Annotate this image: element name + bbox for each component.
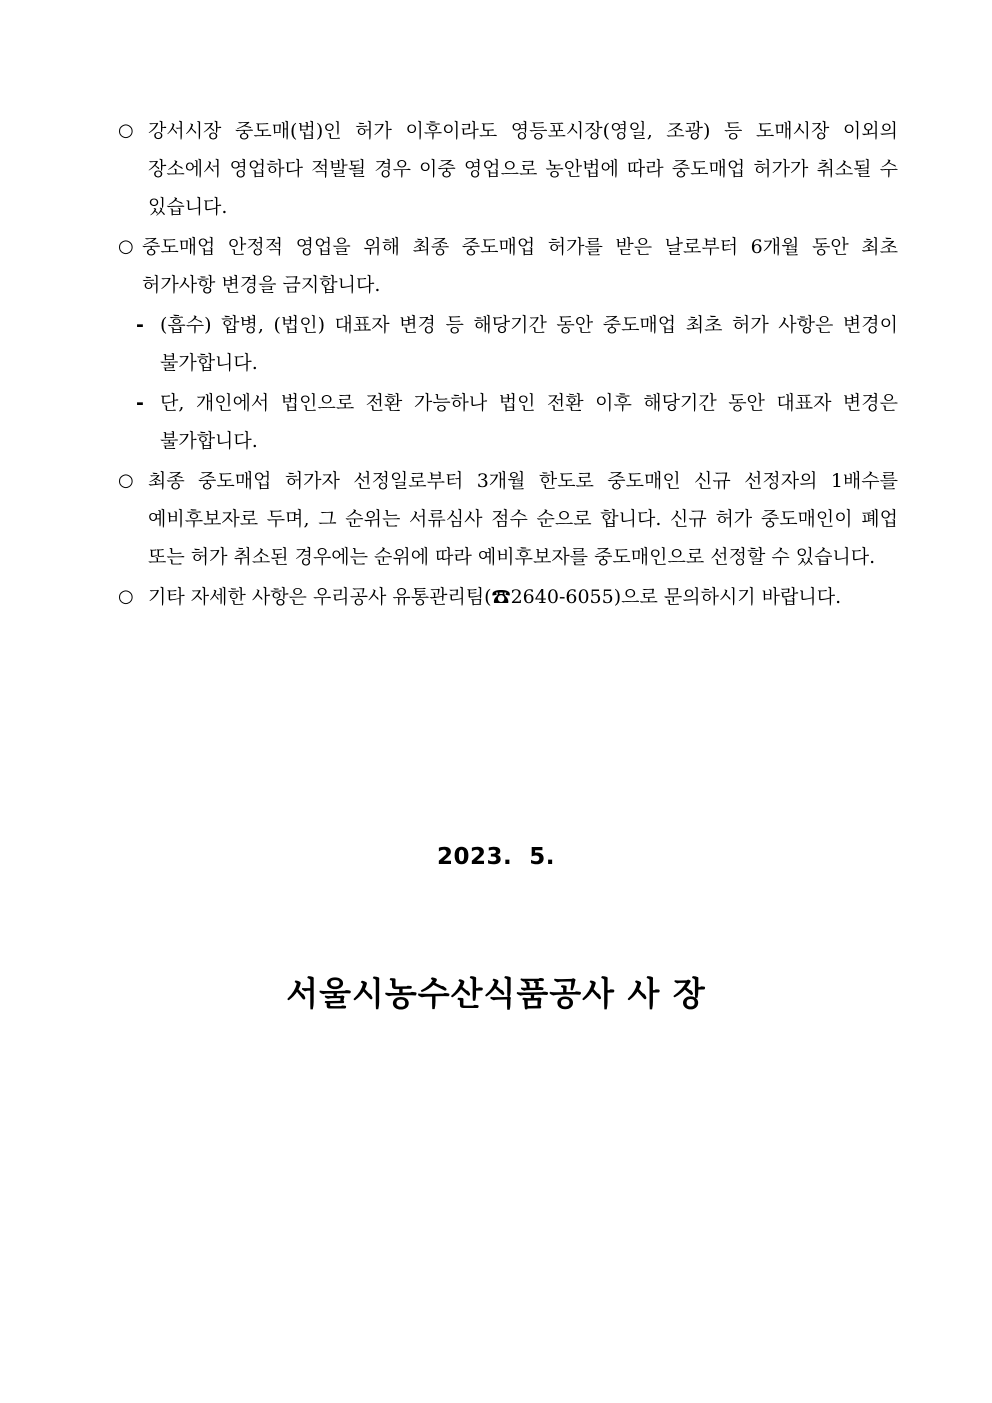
- issue-date: 2023. 5.: [436, 844, 555, 870]
- sub-item-corporation-conversion: [118, 384, 898, 460]
- dash-bullet-icon: -: [136, 392, 144, 414]
- notice-body: [118, 112, 898, 616]
- sub-item-merger-restriction: [118, 306, 898, 382]
- notice-paragraph-contact: [118, 578, 898, 616]
- sub-item-text: (흡수) 합병, (법인) 대표자 변경 등 해당기간 동안 중도매업 최초 허가 사항은 변경이 불가합니다.: [160, 314, 898, 374]
- paragraph-text: 기타 자세한 사항은 우리공사 유통관리팀(☎2640-6055)으로 문의하시기 바랍니다.: [148, 586, 842, 608]
- sub-item-text: 단, 개인에서 법인으로 전환 가능하나 법인 전환 이후 해당기간 동안 대표자 변경은 불가합니다.: [160, 392, 898, 452]
- dash-bullet-icon: -: [136, 314, 144, 336]
- issuer-signature: 서울시농수산식품공사 사 장: [286, 974, 706, 1013]
- circle-bullet-icon: ○: [118, 120, 134, 141]
- notice-paragraph-illegal-business: [118, 112, 898, 226]
- circle-bullet-icon: ○: [118, 236, 134, 257]
- circle-bullet-icon: ○: [118, 586, 134, 607]
- paragraph-text: 중도매업 안정적 영업을 위해 최종 중도매업 허가를 받은 날로부터 6개월 동안 최초 허가사항 변경을 금지합니다.: [142, 236, 898, 296]
- notice-paragraph-reserve-candidates: [118, 462, 898, 576]
- paragraph-text: 최종 중도매업 허가자 선정일로부터 3개월 한도로 중도매인 신규 선정자의 1배수를 예비후보자로 두며, 그 순위는 서류심사 점수 순으로 합니다. 신규 허가 중도매인이 폐업 또는 허가 취소된 경우에는 순위에 따라 예비후보자를 중도매인으로 선정할 수 있습니다.: [148, 470, 898, 568]
- notice-paragraph-change-restriction: [118, 228, 898, 304]
- paragraph-text: 강서시장 중도매(법)인 허가 이후이라도 영등포시장(영일, 조광) 등 도매시장 이외의 장소에서 영업하다 적발될 경우 이중 영업으로 농안법에 따라 중도매업 허가가 취소될 수 있습니다.: [148, 120, 898, 218]
- circle-bullet-icon: ○: [118, 470, 134, 491]
